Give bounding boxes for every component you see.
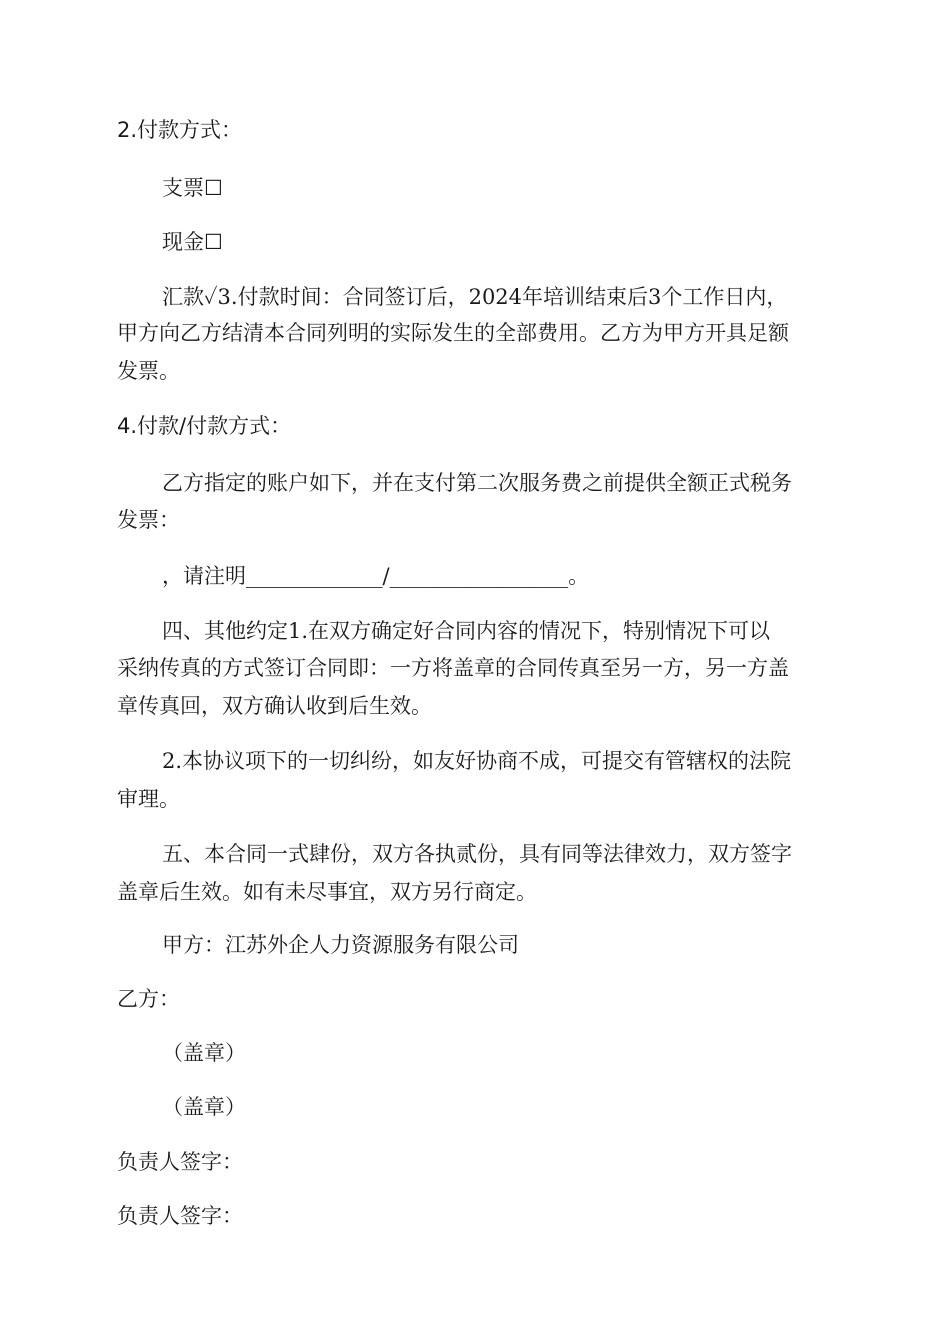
party-a: 甲方：江苏外企人力资源服务有限公司 (162, 933, 519, 957)
option-cash: 现金☐ (162, 230, 223, 254)
signature-1: 负责人签字： (117, 1150, 243, 1174)
dispute-line-1: 2.本协议项下的一切纠纷，如友好协商不成，可提交有管辖权的法院 (162, 749, 792, 773)
section4-line-2: 采纳传真的方式签订合同即：一方将盖章的合同传真至另一方，另一方盖 (117, 656, 789, 680)
section5-line-1: 五、本合同一式肆份，双方各执贰份，具有同等法律效力，双方签字 (162, 842, 792, 866)
clause3-line-1: 汇款✓3.付款时间：合同签订后，2024年培训结束后3个工作日内， (162, 285, 788, 309)
account-line-1: 乙方指定的账户如下，并在支付第二次服务费之前提供全额正式税务 (162, 471, 792, 495)
clause3-line-2: 甲方向乙方结清本合同列明的实际发生的全部费用。乙方为甲方开具足额 (117, 321, 789, 345)
seal-1: （盖章） (162, 1041, 246, 1065)
party-b: 乙方： (117, 987, 180, 1011)
clause4-heading: 4.付款/付款方式： (117, 414, 292, 438)
payment-method-heading: 2.付款方式： (117, 118, 243, 142)
section4-line-1: 四、其他约定1.在双方确定好合同内容的情况下，特别情况下可以 (162, 619, 771, 643)
clause3-line-3: 发票。 (117, 359, 180, 383)
signature-2: 负责人签字： (117, 1204, 243, 1228)
dispute-line-2: 审理。 (117, 787, 180, 811)
seal-2: （盖章） (162, 1095, 246, 1119)
section4-line-3: 章传真回，双方确认收到后生效。 (117, 694, 432, 718)
note-line: ，请注明_____________/_________________。 (162, 564, 590, 588)
account-line-2: 发票： (117, 508, 180, 532)
option-cheque: 支票☐ (162, 176, 223, 200)
section5-line-2: 盖章后生效。如有未尽事宜，双方另行商定。 (117, 880, 537, 904)
